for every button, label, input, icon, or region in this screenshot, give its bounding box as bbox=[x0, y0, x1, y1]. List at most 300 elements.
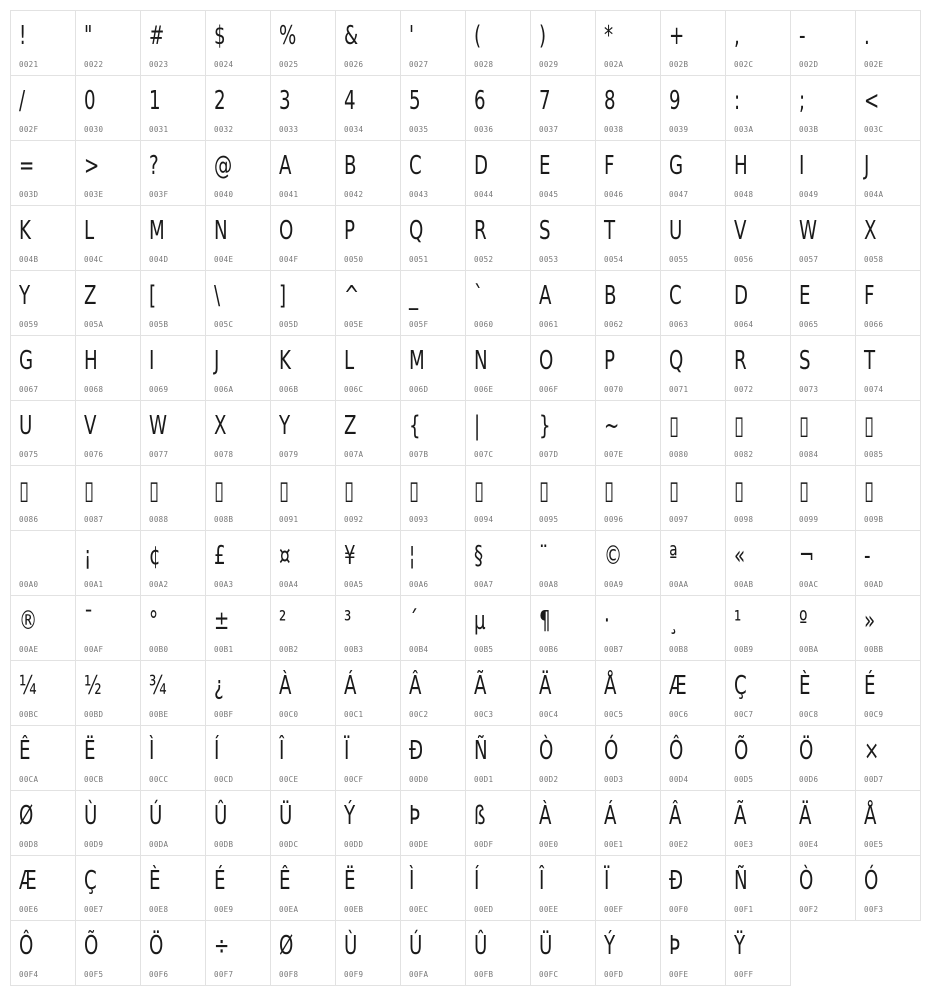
glyph-sample: M bbox=[409, 346, 425, 376]
glyph-sample: \ bbox=[214, 281, 221, 311]
glyph-cell bbox=[530, 530, 596, 596]
glyph-codepoint: 0026 bbox=[344, 60, 364, 69]
glyph-sample: ª bbox=[669, 541, 678, 571]
glyph-cell bbox=[335, 335, 401, 401]
glyph-sample: Ç bbox=[734, 671, 747, 701]
glyph-sample: Å bbox=[604, 671, 617, 701]
glyph-cell bbox=[270, 595, 336, 661]
glyph-sample: C bbox=[669, 281, 682, 311]
glyph-cell bbox=[400, 205, 466, 271]
glyph-sample: ½ bbox=[84, 671, 102, 701]
glyph-cell bbox=[335, 205, 401, 271]
glyph-cell bbox=[270, 140, 336, 206]
glyph-sample: L bbox=[84, 216, 95, 246]
glyph-cell bbox=[335, 855, 401, 921]
glyph-sample: Õ bbox=[734, 736, 749, 766]
glyph-cell bbox=[530, 75, 596, 141]
glyph-codepoint: 00BF bbox=[214, 710, 234, 719]
glyph-codepoint: 00F8 bbox=[279, 970, 299, 979]
glyph-cell bbox=[855, 10, 921, 76]
glyph-sample: À bbox=[539, 801, 552, 831]
glyph-codepoint: 00EE bbox=[539, 905, 559, 914]
glyph-sample: ▯ bbox=[409, 476, 420, 506]
glyph-codepoint: 0038 bbox=[604, 125, 624, 134]
glyph-sample: Â bbox=[669, 801, 682, 831]
glyph-codepoint: 0099 bbox=[799, 515, 819, 524]
glyph-cell bbox=[205, 530, 271, 596]
glyph-cell bbox=[595, 790, 661, 856]
glyph-codepoint: 004F bbox=[279, 255, 299, 264]
glyph-cell bbox=[855, 530, 921, 596]
glyph-sample: 3 bbox=[279, 86, 291, 116]
glyph-sample: ) bbox=[539, 21, 547, 51]
glyph-cell bbox=[140, 335, 206, 401]
glyph-codepoint: 00AB bbox=[734, 580, 754, 589]
glyph-codepoint: 0028 bbox=[474, 60, 494, 69]
glyph-codepoint: 00F2 bbox=[799, 905, 819, 914]
glyph-cell bbox=[75, 270, 141, 336]
glyph-sample: F bbox=[604, 151, 615, 181]
glyph-cell bbox=[855, 660, 921, 726]
glyph-cell bbox=[10, 595, 76, 661]
glyph-codepoint: 00A9 bbox=[604, 580, 624, 589]
glyph-sample: Q bbox=[409, 216, 424, 246]
glyph-cell bbox=[530, 335, 596, 401]
glyph-cell bbox=[855, 790, 921, 856]
glyph-sample: « bbox=[734, 541, 746, 571]
glyph-sample: ¾ bbox=[149, 671, 167, 701]
glyph-codepoint: 003C bbox=[864, 125, 884, 134]
glyph-codepoint: 005F bbox=[409, 320, 429, 329]
glyph-sample: ( bbox=[474, 21, 482, 51]
glyph-sample: 1 bbox=[149, 86, 161, 116]
glyph-cell bbox=[75, 205, 141, 271]
glyph-sample: ¥ bbox=[344, 541, 356, 571]
glyph-codepoint: 003F bbox=[149, 190, 169, 199]
glyph-cell bbox=[270, 75, 336, 141]
glyph-codepoint: 0050 bbox=[344, 255, 364, 264]
glyph-sample: Ì bbox=[409, 866, 415, 896]
glyph-sample: 9 bbox=[669, 86, 681, 116]
glyph-sample: Í bbox=[474, 866, 480, 896]
glyph-codepoint: 00B0 bbox=[149, 645, 169, 654]
glyph-cell bbox=[530, 465, 596, 531]
glyph-sample: Á bbox=[604, 801, 617, 831]
glyph-codepoint: 00A1 bbox=[84, 580, 104, 589]
glyph-cell bbox=[400, 660, 466, 726]
glyph-codepoint: 00BE bbox=[149, 710, 169, 719]
glyph-codepoint: 0080 bbox=[669, 450, 689, 459]
glyph-sample: È bbox=[149, 866, 161, 896]
glyph-cell bbox=[140, 205, 206, 271]
glyph-cell bbox=[10, 400, 76, 466]
glyph-codepoint: 0073 bbox=[799, 385, 819, 394]
glyph-cell bbox=[335, 920, 401, 986]
glyph-codepoint: 004C bbox=[84, 255, 104, 264]
glyph-codepoint: 002A bbox=[604, 60, 624, 69]
glyph-cell bbox=[530, 725, 596, 791]
glyph-cell bbox=[205, 790, 271, 856]
glyph-sample: @ bbox=[214, 151, 233, 181]
glyph-cell bbox=[205, 10, 271, 76]
glyph-cell bbox=[400, 855, 466, 921]
glyph-sample: Í bbox=[214, 736, 220, 766]
glyph-codepoint: 0044 bbox=[474, 190, 494, 199]
glyph-codepoint: 0047 bbox=[669, 190, 689, 199]
glyph-codepoint: 007A bbox=[344, 450, 364, 459]
glyph-sample: ▯ bbox=[19, 476, 30, 506]
glyph-sample: Ö bbox=[149, 931, 164, 961]
glyph-cell bbox=[530, 660, 596, 726]
glyph-codepoint: 004D bbox=[149, 255, 169, 264]
glyph-cell bbox=[75, 10, 141, 76]
glyph-sample: P bbox=[604, 346, 615, 376]
glyph-codepoint: 002F bbox=[19, 125, 39, 134]
glyph-codepoint: 004E bbox=[214, 255, 234, 264]
glyph-codepoint: 0092 bbox=[344, 515, 364, 524]
glyph-cell bbox=[140, 10, 206, 76]
glyph-sample: U bbox=[19, 411, 33, 441]
glyph-cell bbox=[75, 595, 141, 661]
glyph-codepoint: 0032 bbox=[214, 125, 234, 134]
glyph-sample: } bbox=[539, 411, 551, 441]
glyph-codepoint: 0082 bbox=[734, 450, 754, 459]
glyph-codepoint: 0086 bbox=[19, 515, 39, 524]
glyph-codepoint: 00E9 bbox=[214, 905, 234, 914]
glyph-codepoint: 00A3 bbox=[214, 580, 234, 589]
glyph-cell bbox=[725, 335, 791, 401]
glyph-cell bbox=[400, 400, 466, 466]
glyph-cell bbox=[660, 75, 726, 141]
glyph-sample: Q bbox=[669, 346, 684, 376]
glyph-codepoint: 002E bbox=[864, 60, 884, 69]
glyph-sample: À bbox=[279, 671, 292, 701]
glyph-codepoint: 0074 bbox=[864, 385, 884, 394]
glyph-codepoint: 003A bbox=[734, 125, 754, 134]
glyph-sample: J bbox=[864, 151, 870, 181]
glyph-cell bbox=[75, 530, 141, 596]
glyph-codepoint: 00A0 bbox=[19, 580, 39, 589]
glyph-codepoint: 00FC bbox=[539, 970, 559, 979]
glyph-cell bbox=[10, 920, 76, 986]
glyph-cell bbox=[595, 75, 661, 141]
glyph-sample: Ë bbox=[84, 736, 96, 766]
glyph-codepoint: 0066 bbox=[864, 320, 884, 329]
glyph-cell bbox=[530, 205, 596, 271]
glyph-sample: ² bbox=[279, 606, 287, 636]
glyph-cell bbox=[335, 140, 401, 206]
glyph-sample: 2 bbox=[214, 86, 226, 116]
glyph-sample: Î bbox=[539, 866, 545, 896]
glyph-sample: ¦ bbox=[409, 541, 416, 571]
glyph-cell bbox=[205, 465, 271, 531]
glyph-cell bbox=[465, 270, 531, 336]
glyph-cell bbox=[75, 400, 141, 466]
glyph-codepoint: 00F3 bbox=[864, 905, 884, 914]
glyph-cell bbox=[725, 140, 791, 206]
glyph-codepoint: 00F5 bbox=[84, 970, 104, 979]
glyph-cell bbox=[205, 140, 271, 206]
glyph-cell bbox=[530, 920, 596, 986]
glyph-codepoint: 0060 bbox=[474, 320, 494, 329]
glyph-codepoint: 0027 bbox=[409, 60, 429, 69]
glyph-cell bbox=[725, 855, 791, 921]
glyph-codepoint: 0085 bbox=[864, 450, 884, 459]
glyph-cell bbox=[205, 400, 271, 466]
glyph-cell bbox=[75, 855, 141, 921]
glyph-codepoint: 0023 bbox=[149, 60, 169, 69]
glyph-codepoint: 00C5 bbox=[604, 710, 624, 719]
glyph-cell bbox=[10, 855, 76, 921]
glyph-codepoint: 0064 bbox=[734, 320, 754, 329]
glyph-sample: 6 bbox=[474, 86, 486, 116]
glyph-sample: % bbox=[279, 21, 297, 51]
glyph-codepoint: 00D0 bbox=[409, 775, 429, 784]
glyph-cell bbox=[400, 270, 466, 336]
glyph-sample: ▯ bbox=[604, 476, 615, 506]
glyph-grid bbox=[10, 10, 920, 985]
glyph-sample: µ bbox=[474, 606, 486, 636]
glyph-codepoint: 0025 bbox=[279, 60, 299, 69]
glyph-sample: ▯ bbox=[669, 476, 680, 506]
glyph-codepoint: 006A bbox=[214, 385, 234, 394]
glyph-codepoint: 00A7 bbox=[474, 580, 494, 589]
glyph-sample: Ï bbox=[604, 866, 610, 896]
glyph-codepoint: 00B3 bbox=[344, 645, 364, 654]
glyph-sample: N bbox=[214, 216, 228, 246]
glyph-codepoint: 0098 bbox=[734, 515, 754, 524]
glyph-sample: [ bbox=[149, 281, 157, 311]
glyph-sample: N bbox=[474, 346, 488, 376]
glyph-codepoint: 0094 bbox=[474, 515, 494, 524]
glyph-sample: Û bbox=[474, 931, 488, 961]
glyph-cell bbox=[270, 465, 336, 531]
glyph-sample: Ê bbox=[279, 866, 291, 896]
glyph-codepoint: 0093 bbox=[409, 515, 429, 524]
glyph-cell bbox=[660, 10, 726, 76]
glyph-sample: : bbox=[734, 86, 741, 116]
glyph-codepoint: 0091 bbox=[279, 515, 299, 524]
glyph-codepoint: 00EF bbox=[604, 905, 624, 914]
glyph-cell bbox=[465, 140, 531, 206]
glyph-cell bbox=[725, 10, 791, 76]
glyph-sample: T bbox=[604, 216, 616, 246]
glyph-codepoint: 007D bbox=[539, 450, 559, 459]
glyph-cell bbox=[465, 465, 531, 531]
glyph-sample: Ÿ bbox=[734, 931, 746, 961]
glyph-codepoint: 005C bbox=[214, 320, 234, 329]
glyph-codepoint: 00D7 bbox=[864, 775, 884, 784]
glyph-sample: ¸ bbox=[669, 606, 679, 636]
glyph-cell bbox=[855, 855, 921, 921]
glyph-cell bbox=[400, 140, 466, 206]
glyph-codepoint: 00CC bbox=[149, 775, 169, 784]
glyph-codepoint: 00E3 bbox=[734, 840, 754, 849]
glyph-sample: Ä bbox=[799, 801, 812, 831]
glyph-codepoint: 005B bbox=[149, 320, 169, 329]
glyph-sample: . bbox=[864, 21, 870, 51]
glyph-codepoint: 0072 bbox=[734, 385, 754, 394]
glyph-sample: Ã bbox=[474, 671, 487, 701]
glyph-cell bbox=[270, 725, 336, 791]
glyph-codepoint: 00C0 bbox=[279, 710, 299, 719]
glyph-codepoint: 00E0 bbox=[539, 840, 559, 849]
glyph-sample: G bbox=[19, 346, 34, 376]
glyph-cell bbox=[10, 465, 76, 531]
glyph-codepoint: 00BC bbox=[19, 710, 39, 719]
glyph-cell bbox=[465, 920, 531, 986]
glyph-cell bbox=[595, 400, 661, 466]
glyph-cell bbox=[400, 530, 466, 596]
glyph-cell bbox=[400, 595, 466, 661]
glyph-sample: & bbox=[344, 21, 359, 51]
glyph-codepoint: 00C3 bbox=[474, 710, 494, 719]
glyph-cell bbox=[595, 270, 661, 336]
glyph-sample: - bbox=[864, 541, 871, 571]
glyph-codepoint: 0059 bbox=[19, 320, 39, 329]
glyph-codepoint: 00C9 bbox=[864, 710, 884, 719]
glyph-cell bbox=[530, 790, 596, 856]
glyph-codepoint: 0031 bbox=[149, 125, 169, 134]
glyph-sample: © bbox=[604, 541, 623, 571]
glyph-cell bbox=[855, 335, 921, 401]
glyph-cell bbox=[790, 790, 856, 856]
glyph-sample: ± bbox=[214, 606, 230, 636]
glyph-codepoint: 00A6 bbox=[409, 580, 429, 589]
glyph-codepoint: 00B1 bbox=[214, 645, 234, 654]
glyph-codepoint: 00DB bbox=[214, 840, 234, 849]
glyph-sample: ¯ bbox=[84, 606, 94, 636]
glyph-sample: I bbox=[149, 346, 155, 376]
glyph-sample: Ø bbox=[19, 801, 34, 831]
glyph-codepoint: 00C2 bbox=[409, 710, 429, 719]
glyph-sample: C bbox=[409, 151, 422, 181]
glyph-sample: B bbox=[604, 281, 617, 311]
glyph-sample: H bbox=[84, 346, 98, 376]
glyph-cell bbox=[10, 660, 76, 726]
glyph-sample: ³ bbox=[344, 606, 352, 636]
glyph-sample: O bbox=[539, 346, 554, 376]
glyph-cell bbox=[530, 855, 596, 921]
glyph-sample: Ì bbox=[149, 736, 155, 766]
glyph-codepoint: 0061 bbox=[539, 320, 559, 329]
glyph-codepoint: 00B5 bbox=[474, 645, 494, 654]
glyph-sample: ▯ bbox=[214, 476, 225, 506]
glyph-codepoint: 00EA bbox=[279, 905, 299, 914]
glyph-cell bbox=[465, 400, 531, 466]
glyph-codepoint: 002B bbox=[669, 60, 689, 69]
glyph-cell bbox=[660, 530, 726, 596]
glyph-codepoint: 003E bbox=[84, 190, 104, 199]
glyph-cell bbox=[400, 465, 466, 531]
glyph-sample: W bbox=[149, 411, 168, 441]
glyph-codepoint: 0052 bbox=[474, 255, 494, 264]
glyph-codepoint: 00D1 bbox=[474, 775, 494, 784]
glyph-cell bbox=[270, 855, 336, 921]
glyph-codepoint: 002D bbox=[799, 60, 819, 69]
glyph-cell bbox=[205, 725, 271, 791]
glyph-cell bbox=[335, 465, 401, 531]
glyph-codepoint: 00F0 bbox=[669, 905, 689, 914]
glyph-cell bbox=[595, 140, 661, 206]
glyph-sample: Ø bbox=[279, 931, 294, 961]
glyph-cell bbox=[270, 400, 336, 466]
glyph-cell bbox=[205, 270, 271, 336]
glyph-cell bbox=[595, 855, 661, 921]
glyph-codepoint: 00DE bbox=[409, 840, 429, 849]
glyph-codepoint: 00B7 bbox=[604, 645, 624, 654]
glyph-cell bbox=[790, 75, 856, 141]
glyph-codepoint: 0039 bbox=[669, 125, 689, 134]
glyph-sample: ¿ bbox=[214, 671, 224, 701]
glyph-sample: 5 bbox=[409, 86, 421, 116]
glyph-codepoint: 007E bbox=[604, 450, 624, 459]
glyph-codepoint: 0055 bbox=[669, 255, 689, 264]
glyph-cell bbox=[595, 465, 661, 531]
glyph-codepoint: 00D5 bbox=[734, 775, 754, 784]
glyph-codepoint: 002C bbox=[734, 60, 754, 69]
glyph-cell bbox=[205, 335, 271, 401]
glyph-cell bbox=[660, 270, 726, 336]
glyph-cell bbox=[465, 205, 531, 271]
glyph-sample: Ï bbox=[344, 736, 350, 766]
glyph-codepoint: 0067 bbox=[19, 385, 39, 394]
glyph-sample: Û bbox=[214, 801, 228, 831]
glyph-codepoint: 00AA bbox=[669, 580, 689, 589]
glyph-sample: | bbox=[474, 411, 481, 441]
glyph-codepoint: 0056 bbox=[734, 255, 754, 264]
glyph-cell bbox=[400, 10, 466, 76]
glyph-cell bbox=[855, 140, 921, 206]
glyph-sample: Ç bbox=[84, 866, 97, 896]
glyph-cell bbox=[400, 920, 466, 986]
glyph-codepoint: 0079 bbox=[279, 450, 299, 459]
glyph-codepoint: 0078 bbox=[214, 450, 234, 459]
glyph-codepoint: 00DD bbox=[344, 840, 364, 849]
glyph-sample: W bbox=[799, 216, 818, 246]
glyph-cell bbox=[660, 920, 726, 986]
glyph-sample: U bbox=[669, 216, 683, 246]
glyph-codepoint: 00B9 bbox=[734, 645, 754, 654]
glyph-sample: · bbox=[604, 606, 610, 636]
glyph-cell bbox=[595, 205, 661, 271]
glyph-codepoint: 00B4 bbox=[409, 645, 429, 654]
glyph-cell bbox=[335, 75, 401, 141]
glyph-sample: ▯ bbox=[344, 476, 355, 506]
glyph-cell bbox=[790, 595, 856, 661]
glyph-codepoint: 00D6 bbox=[799, 775, 819, 784]
glyph-sample: ¶ bbox=[539, 606, 551, 636]
glyph-sample: J bbox=[214, 346, 220, 376]
glyph-sample: Ã bbox=[734, 801, 747, 831]
glyph-codepoint: 00E2 bbox=[669, 840, 689, 849]
glyph-cell bbox=[790, 530, 856, 596]
glyph-sample: Ñ bbox=[734, 866, 748, 896]
glyph-sample: ▯ bbox=[799, 476, 810, 506]
glyph-codepoint: 006B bbox=[279, 385, 299, 394]
glyph-sample: Ù bbox=[344, 931, 358, 961]
glyph-cell bbox=[725, 465, 791, 531]
glyph-cell bbox=[10, 10, 76, 76]
glyph-codepoint: 0051 bbox=[409, 255, 429, 264]
glyph-cell bbox=[140, 270, 206, 336]
glyph-sample: X bbox=[864, 216, 877, 246]
glyph-codepoint: 00FE bbox=[669, 970, 689, 979]
glyph-cell bbox=[465, 10, 531, 76]
glyph-cell bbox=[270, 530, 336, 596]
glyph-codepoint: 00B8 bbox=[669, 645, 689, 654]
glyph-sample: R bbox=[734, 346, 747, 376]
